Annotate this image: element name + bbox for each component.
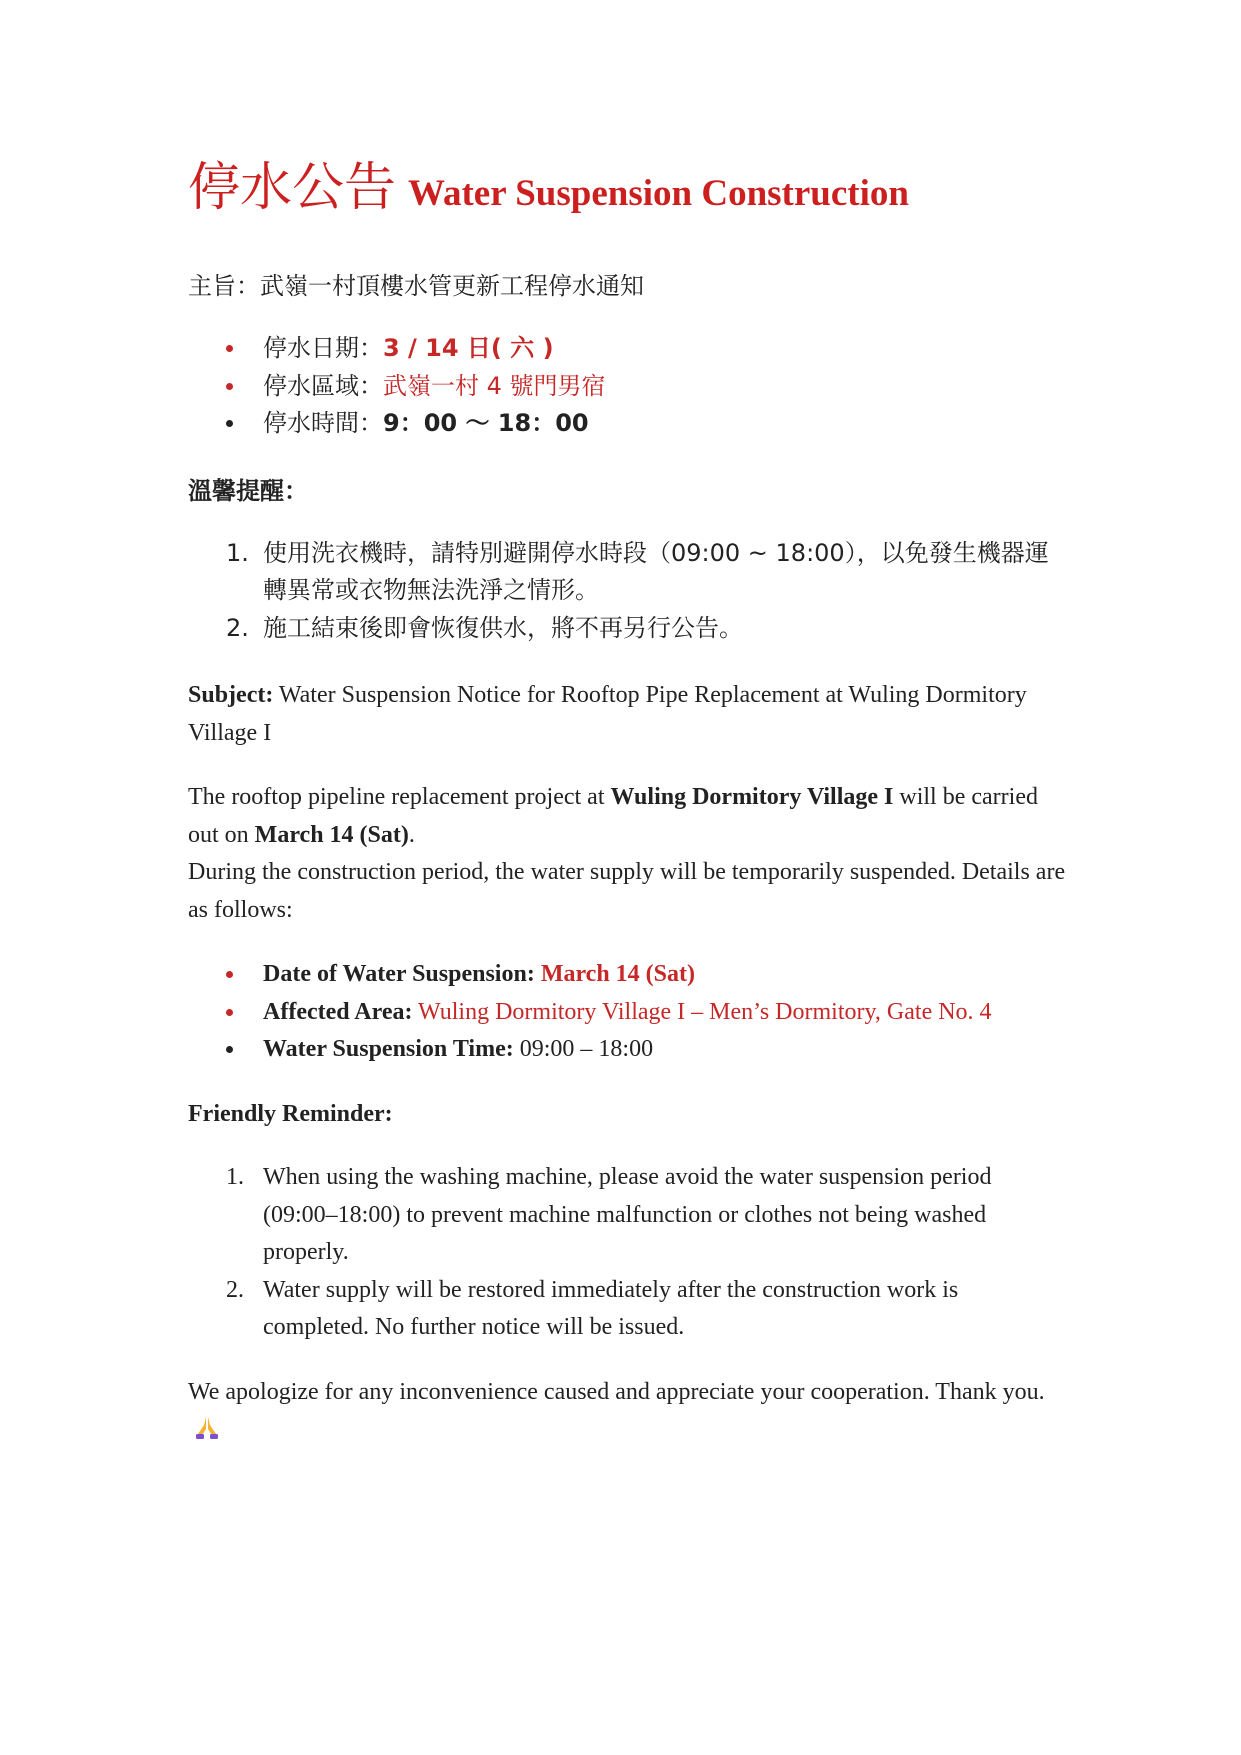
item-text: 施工結束後即會恢復供水，將不再另行公告。 <box>263 613 743 642</box>
list-item <box>188 610 1068 648</box>
subject-zh: 主旨：武嶺一村頂樓水管更新工程停水通知 <box>188 272 644 300</box>
detail-label: 停水區域： <box>263 371 383 400</box>
bullet-icon <box>226 345 233 352</box>
list-item <box>188 405 1068 443</box>
details-list-zh <box>188 330 1068 443</box>
intro-paragraph <box>188 779 1068 854</box>
detail-value: 3 / 14 日( 六 ) <box>383 334 554 362</box>
list-item <box>188 994 1068 1032</box>
reminder-heading-zh: 溫馨提醒： <box>188 476 308 505</box>
bullet-icon <box>226 971 233 978</box>
intro-details: During the construction period, the water supply will be temporarily suspended. Details are as follows: <box>188 859 1066 923</box>
detail-label: Date of Water Suspension: <box>263 961 535 987</box>
intro-date: March 14 (Sat) <box>254 821 409 848</box>
detail-label: 停水時間： <box>263 409 383 437</box>
title-zh: 停水公告 <box>188 158 397 218</box>
bullet-icon <box>226 383 233 390</box>
subject-text: Water Suspension Notice for Rooftop Pipe Replacement at Wuling Dormitory Village I <box>188 682 1027 746</box>
intro-location: Wuling Dormitory Village I <box>610 784 894 810</box>
apology-paragraph <box>188 1374 1068 1453</box>
title-en: Water Suspension Construction <box>408 173 909 214</box>
details-list-en <box>188 956 1068 1069</box>
subject-label: Subject: <box>188 682 274 708</box>
notice-page <box>188 148 1068 1453</box>
reminder-heading-en: Friendly Reminder: <box>188 1100 393 1127</box>
intro-text: The rooftop pipeline replacement project at <box>188 784 611 810</box>
page-title <box>188 148 1068 234</box>
item-number: 2. <box>226 1276 244 1303</box>
detail-value: 9：00 ～ 18：00 <box>383 409 589 437</box>
list-item <box>188 368 1068 406</box>
item-number: 1. <box>226 538 249 567</box>
list-item <box>188 330 1068 368</box>
list-item <box>188 1272 1068 1347</box>
bullet-icon <box>226 1009 233 1016</box>
list-item <box>188 535 1068 610</box>
list-item <box>188 1031 1068 1069</box>
praying-hands-icon <box>194 1414 220 1453</box>
intro-text: . <box>408 821 415 848</box>
list-item <box>188 956 1068 994</box>
list-item <box>188 1159 1068 1272</box>
detail-label: Water Suspension Time: <box>263 1036 514 1062</box>
detail-label: Affected Area: <box>263 998 413 1025</box>
intro-text: will be carried out on <box>188 784 1038 848</box>
subject-en <box>188 677 1068 752</box>
detail-value: 武嶺一村 4 號門男宿 <box>383 371 606 400</box>
apology-text: We apologize for any inconvenience caused and appreciate your cooperation. Thank you. <box>188 1378 1045 1405</box>
bullet-icon <box>226 420 233 427</box>
bullet-icon <box>226 1046 233 1053</box>
item-text: When using the washing machine, please avoid the water suspension period (09:00–18:00) to prevent machine malfunction or clothes not being washed properly. <box>263 1164 992 1265</box>
reminder-list-en <box>188 1159 1068 1347</box>
item-number: 1. <box>226 1164 244 1190</box>
item-text: Water supply will be restored immediately after the construction work is completed. No further notice will be issued. <box>263 1276 959 1340</box>
item-text: 使用洗衣機時，請特別避開停水時段（09:00 ~ 18:00），以免發生機器運轉異常或衣物無法洗淨之情形。 <box>263 538 1049 604</box>
detail-value: 09:00 – 18:00 <box>513 1036 654 1062</box>
detail-value: March 14 (Sat) <box>534 961 696 987</box>
reminder-list-zh <box>188 535 1068 648</box>
item-number: 2. <box>226 613 249 642</box>
detail-label: 停水日期： <box>263 334 383 362</box>
detail-value: Wuling Dormitory Village I – Men’s Dormitory, Gate No. 4 <box>412 998 992 1025</box>
